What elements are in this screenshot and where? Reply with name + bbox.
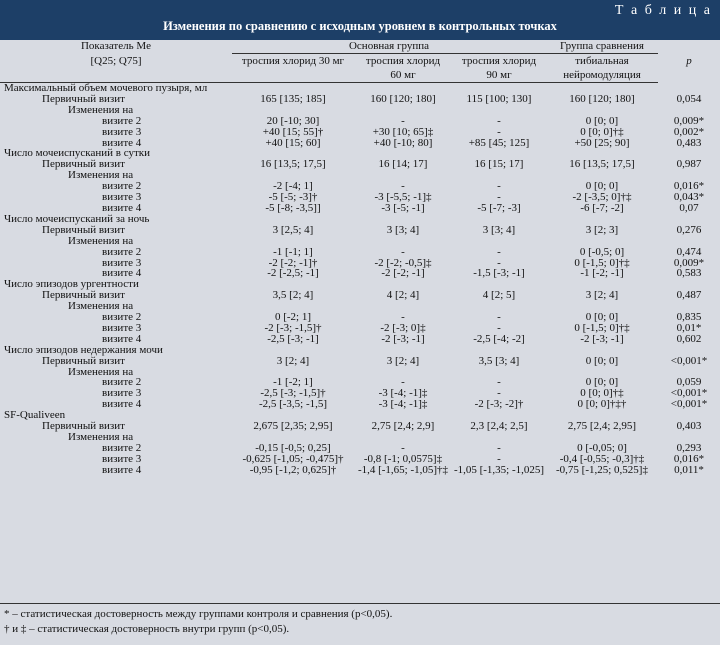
p-value-cell: 0,276 — [676, 223, 702, 236]
value-cell: 20 [-10; 30] — [266, 114, 320, 127]
value-cell: 3 [2,5; 4] — [272, 223, 314, 236]
value-cell: -2,5 [-4; -2] — [473, 332, 525, 345]
value-cell: 165 [135; 185] — [260, 92, 326, 105]
value-cell: 0 [-0,5; 0] — [579, 245, 625, 258]
row-label: визите 2 — [102, 376, 142, 389]
value-cell: - — [401, 311, 405, 324]
col-sub-1: троспия хлорид 30 мг — [241, 55, 345, 67]
value-cell: 2,75 [2,4; 2,9] — [371, 420, 435, 433]
value-cell: 0 [0; 0]†‡† — [577, 398, 627, 411]
p-value-cell: 0,043* — [673, 191, 705, 204]
value-cell: - — [497, 441, 501, 454]
footnote-1: * – статистическая достоверность между группами контроля и сравнения (p<0,05). — [4, 608, 393, 620]
value-cell: -2,5 [-3,5; -1,5] — [258, 398, 328, 411]
p-value-cell: 0,835 — [676, 311, 702, 324]
p-value-cell: 0,01* — [676, 321, 702, 334]
value-cell: -2 [-3; -1] — [381, 332, 425, 345]
row-label: визите 3 — [102, 387, 142, 400]
p-value-cell: 0,293 — [676, 441, 702, 454]
col-indicator-line2: [Q25; Q75] — [90, 54, 142, 67]
value-cell: 16 [13,5; 17,5] — [260, 158, 326, 171]
value-cell: -1,05 [-1,35; -1,025] — [453, 463, 545, 476]
p-value-cell: <0,001* — [670, 398, 708, 411]
p-value-cell: 0,002* — [673, 125, 705, 138]
p-value-cell: 0,016* — [673, 452, 705, 465]
value-cell: - — [401, 180, 405, 193]
row-label: визите 4 — [102, 398, 142, 411]
value-cell: -2,5 [-3; -1,5]† — [260, 387, 326, 400]
value-cell: -1 [-2; 1] — [273, 376, 313, 389]
p-value-cell: 0,07 — [679, 201, 699, 214]
p-value-cell: 0,009* — [673, 256, 705, 269]
value-cell: +85 [45; 125] — [468, 136, 530, 149]
row-label: визите 3 — [102, 256, 142, 269]
value-cell: - — [497, 191, 501, 204]
row-label: визите 4 — [102, 136, 142, 149]
value-cell: - — [497, 452, 501, 465]
value-cell — [546, 236, 658, 247]
value-cell: 0 [-1,5; 0]†‡ — [574, 321, 630, 334]
value-cell: 0 [-1,5; 0]†‡ — [574, 256, 630, 269]
value-cell: - — [497, 387, 501, 400]
value-cell: 16 [14; 17] — [378, 158, 428, 171]
value-cell: -6 [-7; -2] — [580, 201, 624, 214]
value-cell: 4 [2; 5] — [482, 289, 516, 302]
header-row-1 — [0, 40, 720, 54]
value-cell: 4 [2; 4] — [386, 289, 420, 302]
section-title: Максимальный объем мочевого пузыря, мл — [4, 82, 208, 94]
value-cell: -5 [-5; -3]† — [268, 191, 318, 204]
value-cell: 3 [2; 4] — [386, 354, 420, 367]
value-cell: -0,75 [-1,25; 0,525]‡ — [556, 463, 648, 476]
value-cell: -0,4 [-0,55; -0,3]†‡ — [559, 452, 645, 465]
value-cell: 0 [0; 0] — [585, 114, 619, 127]
value-cell: -2 [-2; -0,5]‡ — [374, 256, 432, 269]
row-label: Изменения на — [68, 234, 134, 247]
value-cell: 3 [3; 4] — [386, 223, 420, 236]
table-row — [0, 247, 720, 258]
value-cell: -1,5 [-3; -1] — [473, 267, 525, 280]
value-cell: -0,15 [-0,5; 0,25] — [255, 441, 331, 454]
value-cell: -0,95 [-1,2; 0,625]† — [249, 463, 337, 476]
p-value-cell: <0,001* — [670, 354, 708, 367]
value-cell: 3 [3; 4] — [482, 223, 516, 236]
value-cell: - — [401, 376, 405, 389]
value-cell: +40 [-10; 80] — [373, 136, 433, 149]
header-row-3 — [0, 68, 720, 83]
value-cell: 0 [0; 0]†‡ — [580, 125, 624, 138]
value-cell: 0 [-2; 1] — [274, 311, 312, 324]
value-cell: 2,3 [2,4; 2,5] — [470, 420, 528, 433]
footnote-2: † и ‡ – статистическая достоверность внутри групп (p<0,05). — [4, 623, 290, 635]
p-value-cell: 0,054 — [676, 92, 702, 105]
value-cell: -2 [-3,5; 0]†‡ — [572, 191, 632, 204]
value-cell: -3 [-5; -1] — [381, 201, 425, 214]
table-row — [0, 399, 720, 410]
value-cell: - — [497, 311, 501, 324]
value-cell: 0 [-0,05; 0] — [577, 441, 627, 454]
value-cell: +40 [15; 60] — [265, 136, 321, 149]
value-cell: +50 [25; 90] — [574, 136, 630, 149]
value-cell: -2 [-3; 0]‡ — [380, 321, 426, 334]
row-label: Первичный визит — [42, 158, 125, 171]
row-label: визите 4 — [102, 201, 142, 214]
value-cell: 3 [2; 3] — [585, 223, 619, 236]
table-row — [0, 116, 720, 127]
value-cell: - — [497, 180, 501, 193]
value-cell — [354, 236, 452, 247]
p-value-cell: 0,011* — [674, 463, 704, 476]
col-sub-4b: нейромодуляция — [546, 68, 658, 83]
value-cell: 3,5 [3; 4] — [478, 354, 520, 367]
value-cell: 0 [0; 0] — [585, 354, 619, 367]
row-label: визите 2 — [102, 441, 142, 454]
table-row — [0, 127, 720, 138]
table-row — [0, 236, 720, 247]
value-cell: 0 [0; 0]†‡ — [580, 387, 624, 400]
row-label: Изменения на — [68, 169, 134, 182]
value-cell: 3,5 [2; 4] — [272, 289, 314, 302]
section-title: Число мочеиспусканий в сутки — [4, 147, 150, 160]
p-value-cell: 0,987 — [676, 158, 702, 171]
row-label: визите 2 — [102, 311, 142, 324]
value-cell: 3 [2; 4] — [276, 354, 310, 367]
value-cell: - — [497, 125, 501, 138]
value-cell: - — [401, 245, 405, 258]
row-label: визите 2 — [102, 180, 142, 193]
p-value-cell — [658, 236, 720, 247]
row-label: визите 2 — [102, 245, 142, 258]
data-table — [0, 40, 720, 476]
value-cell: -2 [-2,5; -1] — [267, 267, 319, 280]
row-label: Изменения на — [68, 103, 134, 116]
p-value-cell: 0,483 — [676, 136, 702, 149]
col-sub-2b: 60 мг — [354, 68, 452, 83]
value-cell: -2 [-4; 1] — [273, 180, 313, 193]
row-label: Первичный визит — [42, 289, 125, 302]
value-cell: - — [401, 114, 405, 127]
value-cell: - — [497, 245, 501, 258]
value-cell: 160 [120; 180] — [569, 92, 635, 105]
value-cell: -2,5 [-3; -1] — [267, 332, 319, 345]
row-label: визите 3 — [102, 452, 142, 465]
table-row — [0, 356, 720, 367]
value-cell — [452, 236, 546, 247]
table-title: Изменения по сравнению с исходным уровнем в контрольных точках — [163, 19, 557, 33]
value-cell: - — [497, 256, 501, 269]
value-cell: -2 [-3; -1] — [580, 332, 624, 345]
p-value-cell: 0,602 — [676, 332, 702, 345]
col-sub-3: троспия хлорид — [461, 55, 537, 67]
value-cell: - — [401, 441, 405, 454]
header-row-2 — [0, 54, 720, 69]
p-value-cell: 0,474 — [676, 245, 702, 258]
value-cell: 2,675 [2,35; 2,95] — [253, 420, 333, 433]
value-cell: +30 [10; 65]‡ — [372, 125, 434, 138]
value-cell: -5 [-8; -3,5]] — [265, 201, 321, 214]
row-label: визите 3 — [102, 321, 142, 334]
table-header-bar — [0, 0, 720, 40]
row-label: Первичный визит — [42, 92, 125, 105]
value-cell: -2 [-3; -2]† — [474, 398, 524, 411]
col-p: p — [686, 54, 692, 67]
value-cell: -2 [-3; -1,5]† — [264, 321, 322, 334]
value-cell: 2,75 [2,4; 2,95] — [567, 420, 637, 433]
col-comparison-group: Группа сравнения — [546, 40, 658, 54]
value-cell: -1 [-1; 1] — [273, 245, 313, 258]
value-cell: 3 [2; 4] — [585, 289, 619, 302]
row-label: визите 2 — [102, 114, 142, 127]
value-cell — [232, 236, 354, 247]
p-value-cell: 0,583 — [676, 267, 702, 280]
value-cell: 0 [0; 0] — [585, 311, 619, 324]
row-label: визите 4 — [102, 463, 142, 476]
value-cell: -5 [-7; -3] — [477, 201, 521, 214]
col-sub-2: троспия хлорид — [365, 55, 441, 67]
value-cell: 115 [100; 130] — [466, 92, 532, 105]
col-sub-1b — [232, 68, 354, 83]
value-cell: 16 [15; 17] — [474, 158, 524, 171]
p-value-cell: 0,487 — [676, 289, 702, 302]
col-main-group: Основная группа — [232, 40, 546, 54]
col-sub-4: тибиальная — [575, 55, 629, 67]
p-value-cell: 0,403 — [676, 420, 702, 433]
p-value-cell: 0,059 — [676, 376, 702, 389]
value-cell: 160 [120; 180] — [370, 92, 436, 105]
value-cell: -2 [-2; -1] — [381, 267, 425, 280]
p-value-cell: <0,001* — [670, 387, 708, 400]
p-value-cell: 0,016* — [673, 180, 705, 193]
value-cell: -1,4 [-1,65; -1,05]†‡ — [357, 463, 449, 476]
row-label: визите 4 — [102, 332, 142, 345]
col-sub-3b: 90 мг — [452, 68, 546, 83]
row-label: Изменения на — [68, 365, 134, 378]
value-cell: -1 [-2; -1] — [580, 267, 624, 280]
row-label: визите 3 — [102, 191, 142, 204]
row-label: Изменения на — [68, 300, 134, 313]
col-indicator-line1: Показатель Me — [80, 40, 152, 53]
value-cell: -0,625 [-1,05; -0,475]† — [242, 452, 344, 465]
row-label: Первичный визит — [42, 420, 125, 433]
footnotes — [0, 603, 720, 640]
p-value-cell: 0,009* — [673, 114, 705, 127]
row-label: Изменения на — [68, 431, 134, 443]
value-cell: - — [497, 114, 501, 127]
section-title: Число мочеиспусканий за ночь — [4, 212, 150, 225]
section-title: SF-Qualiveen — [4, 409, 66, 422]
value-cell: -3 [-4; -1]‡ — [378, 398, 428, 411]
section-title: Число эпизодов недержания мочи — [4, 343, 163, 356]
row-label: визите 3 — [102, 125, 142, 138]
value-cell: 0 [0; 0] — [585, 376, 619, 389]
value-cell: - — [497, 376, 501, 389]
value-cell: -3 [-4; -1]‡ — [378, 387, 428, 400]
row-label: Первичный визит — [42, 223, 125, 236]
value-cell: 16 [13,5; 17,5] — [569, 158, 635, 171]
value-cell: -0,8 [-1; 0,0575]‡ — [363, 452, 443, 465]
section-title: Число эпизодов ургентности — [4, 278, 139, 291]
value-cell: -2 [-2; -1]† — [268, 256, 318, 269]
value-cell: - — [497, 321, 501, 334]
row-label: Первичный визит — [42, 354, 125, 367]
row-label: визите 4 — [102, 267, 142, 280]
table-row — [0, 465, 720, 476]
value-cell: 0 [0; 0] — [585, 180, 619, 193]
table-label: Т а б л и ц а — [614, 3, 712, 18]
value-cell: -3 [-5,5; -1]‡ — [374, 191, 432, 204]
value-cell: +40 [15; 55]† — [262, 125, 324, 138]
